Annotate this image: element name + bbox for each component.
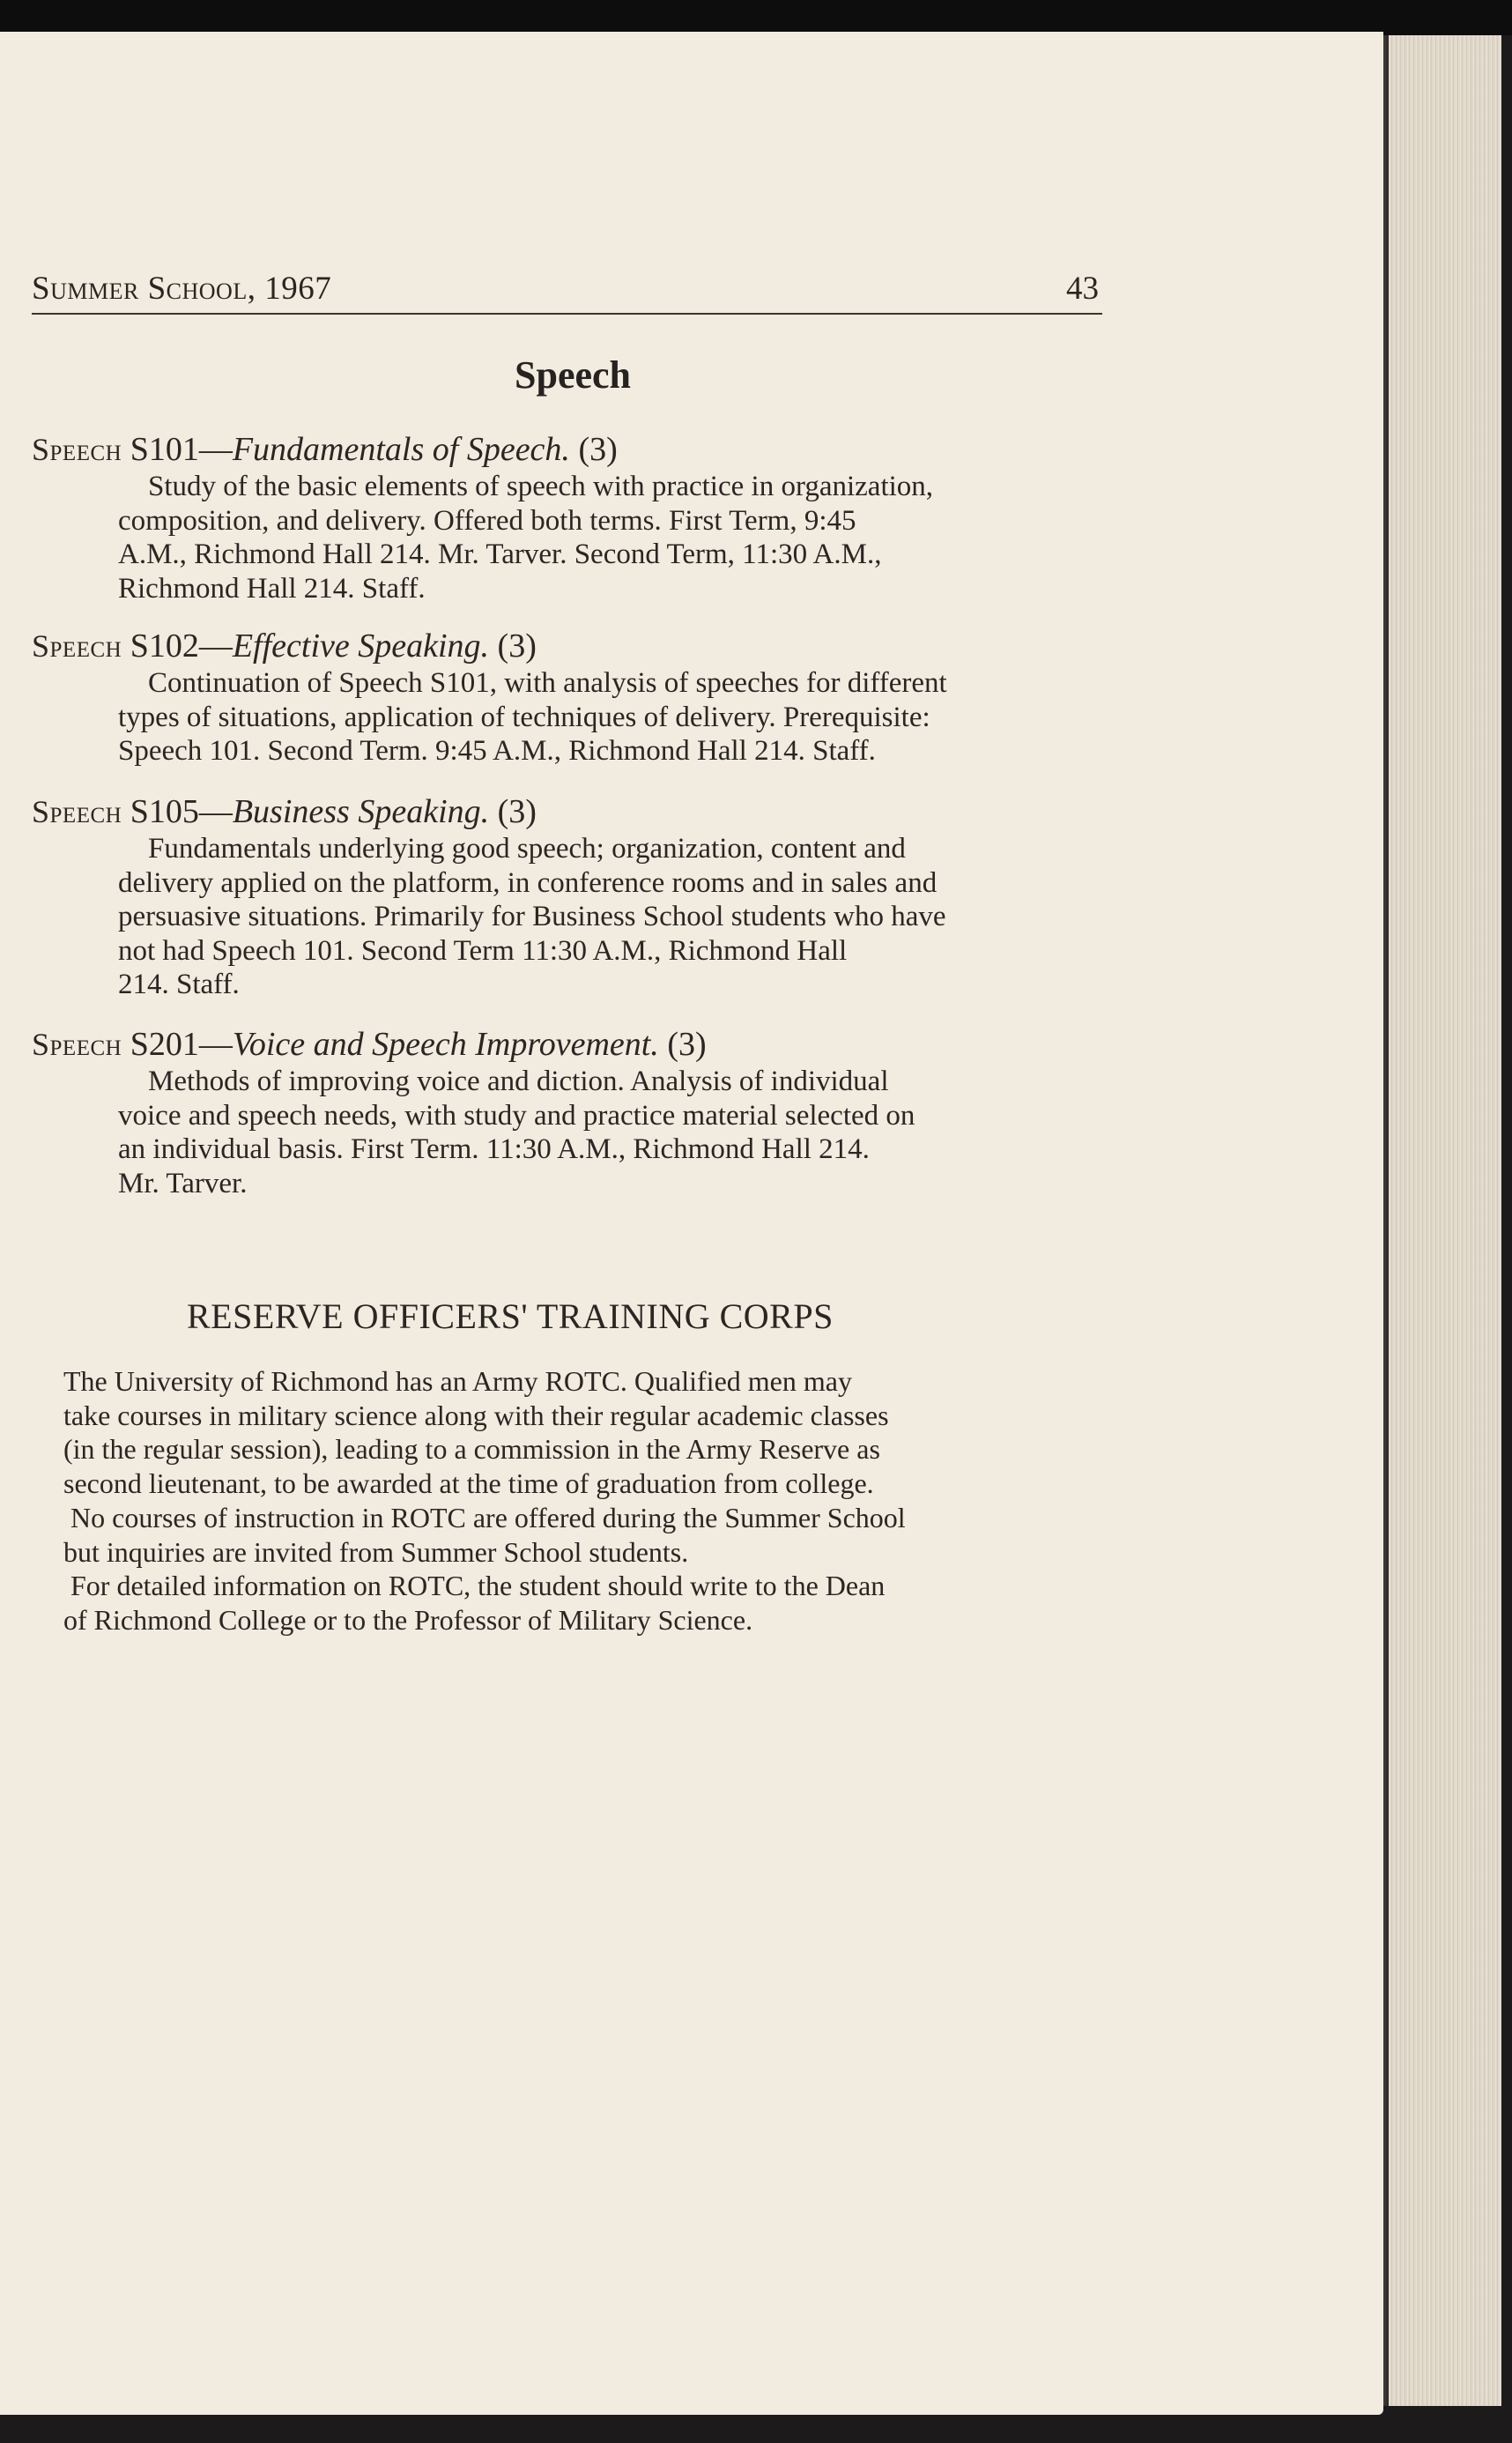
course-number: S201—	[130, 1026, 233, 1063]
rotc-line: but inquiries are invited from Summer School students.	[63, 1535, 689, 1568]
course-heading	[32, 1024, 1107, 1065]
section-title-rotc: RESERVE OFFICERS' TRAINING CORPS	[187, 1296, 834, 1336]
rotc-line: take courses in military science along with their regular academic classes	[63, 1399, 889, 1431]
course-entry	[32, 626, 1107, 769]
course-department: Speech	[32, 628, 122, 664]
description-line: persuasive situations. Primarily for Business School students who have	[118, 901, 946, 932]
description-line: Speech 101. Second Term. 9:45 A.M., Richmond Hall 214. Staff.	[118, 735, 876, 767]
course-heading	[32, 429, 1107, 470]
description-line: not had Speech 101. Second Term 11:30 A.M., Richmond Hall	[118, 934, 848, 967]
course-number: S101—	[130, 431, 233, 468]
description-line: delivery applied on the platform, in conference rooms and in sales and	[118, 866, 938, 899]
course-department: Speech	[32, 794, 122, 829]
course-credits: (3)	[578, 431, 618, 468]
rotc-line: (in the regular session), leading to a commission in the Army Reserve as	[63, 1433, 880, 1466]
rotc-paragraph	[63, 1364, 1107, 1501]
course-entry	[32, 1024, 1107, 1200]
course-entry	[32, 429, 1107, 605]
rotc-line: No courses of instruction in ROTC are offered during the Summer School	[70, 1501, 906, 1533]
description-line: Mr. Tarver.	[118, 1167, 248, 1199]
course-description	[32, 832, 1107, 1002]
description-line: an individual basis. First Term. 11:30 A.M., Richmond Hall 214.	[118, 1133, 870, 1165]
course-description	[32, 666, 1107, 769]
course-credits: (3)	[497, 627, 537, 665]
course-description	[32, 1065, 1107, 1200]
course-description	[32, 470, 1107, 605]
description-line: 214. Staff.	[118, 969, 240, 1000]
description-line: A.M., Richmond Hall 214. Mr. Tarver. Second Term, 11:30 A.M.,	[118, 538, 882, 570]
course-name: Business Speaking.	[232, 793, 490, 830]
rotc-line: The University of Richmond has an Army ROTC. Qualified men may	[63, 1365, 852, 1397]
description-line: types of situations, application of techniques of delivery. Prerequisite:	[118, 701, 930, 733]
description-line: Study of the basic elements of speech with practice in organization,	[148, 471, 934, 502]
course-credits: (3)	[667, 1026, 707, 1063]
rotc-paragraph	[63, 1569, 1107, 1637]
description-line: voice and speech needs, with study and practice material selected on	[118, 1099, 915, 1132]
running-title: Summer School, 1967	[32, 271, 332, 307]
course-heading	[32, 626, 1107, 666]
course-department: Speech	[32, 1027, 122, 1062]
course-department: Speech	[32, 432, 122, 467]
rotc-body	[63, 1364, 1107, 1637]
course-entry	[32, 791, 1107, 1002]
course-name: Effective Speaking.	[232, 627, 490, 665]
description-line: Richmond Hall 214. Staff.	[118, 572, 426, 605]
description-line: composition, and delivery. Offered both terms. First Term, 9:45	[118, 504, 856, 537]
rotc-line: For detailed information on ROTC, the student should write to the Dean	[70, 1570, 886, 1602]
rotc-line: of Richmond College or to the Professor of Military Science.	[63, 1603, 753, 1636]
course-credits: (3)	[497, 793, 537, 830]
description-line: Methods of improving voice and diction. Analysis of individual	[148, 1066, 889, 1097]
scan-background	[0, 0, 1512, 35]
course-name: Fundamentals of Speech.	[232, 431, 570, 468]
course-number: S102—	[130, 627, 233, 665]
course-heading	[32, 791, 1107, 832]
page-edges	[1389, 35, 1501, 2406]
course-name: Voice and Speech Improvement.	[232, 1026, 659, 1063]
rotc-line: second lieutenant, to be awarded at the time of graduation from college.	[63, 1467, 874, 1500]
rotc-paragraph	[63, 1501, 1107, 1569]
course-number: S105—	[130, 793, 233, 830]
description-line: Fundamentals underlying good speech; organization, content and	[148, 833, 906, 865]
running-header	[32, 267, 1102, 315]
page-number: 43	[1066, 271, 1099, 307]
description-line: Continuation of Speech S101, with analysis of speeches for different	[148, 667, 947, 699]
section-title-speech: Speech	[515, 353, 631, 397]
